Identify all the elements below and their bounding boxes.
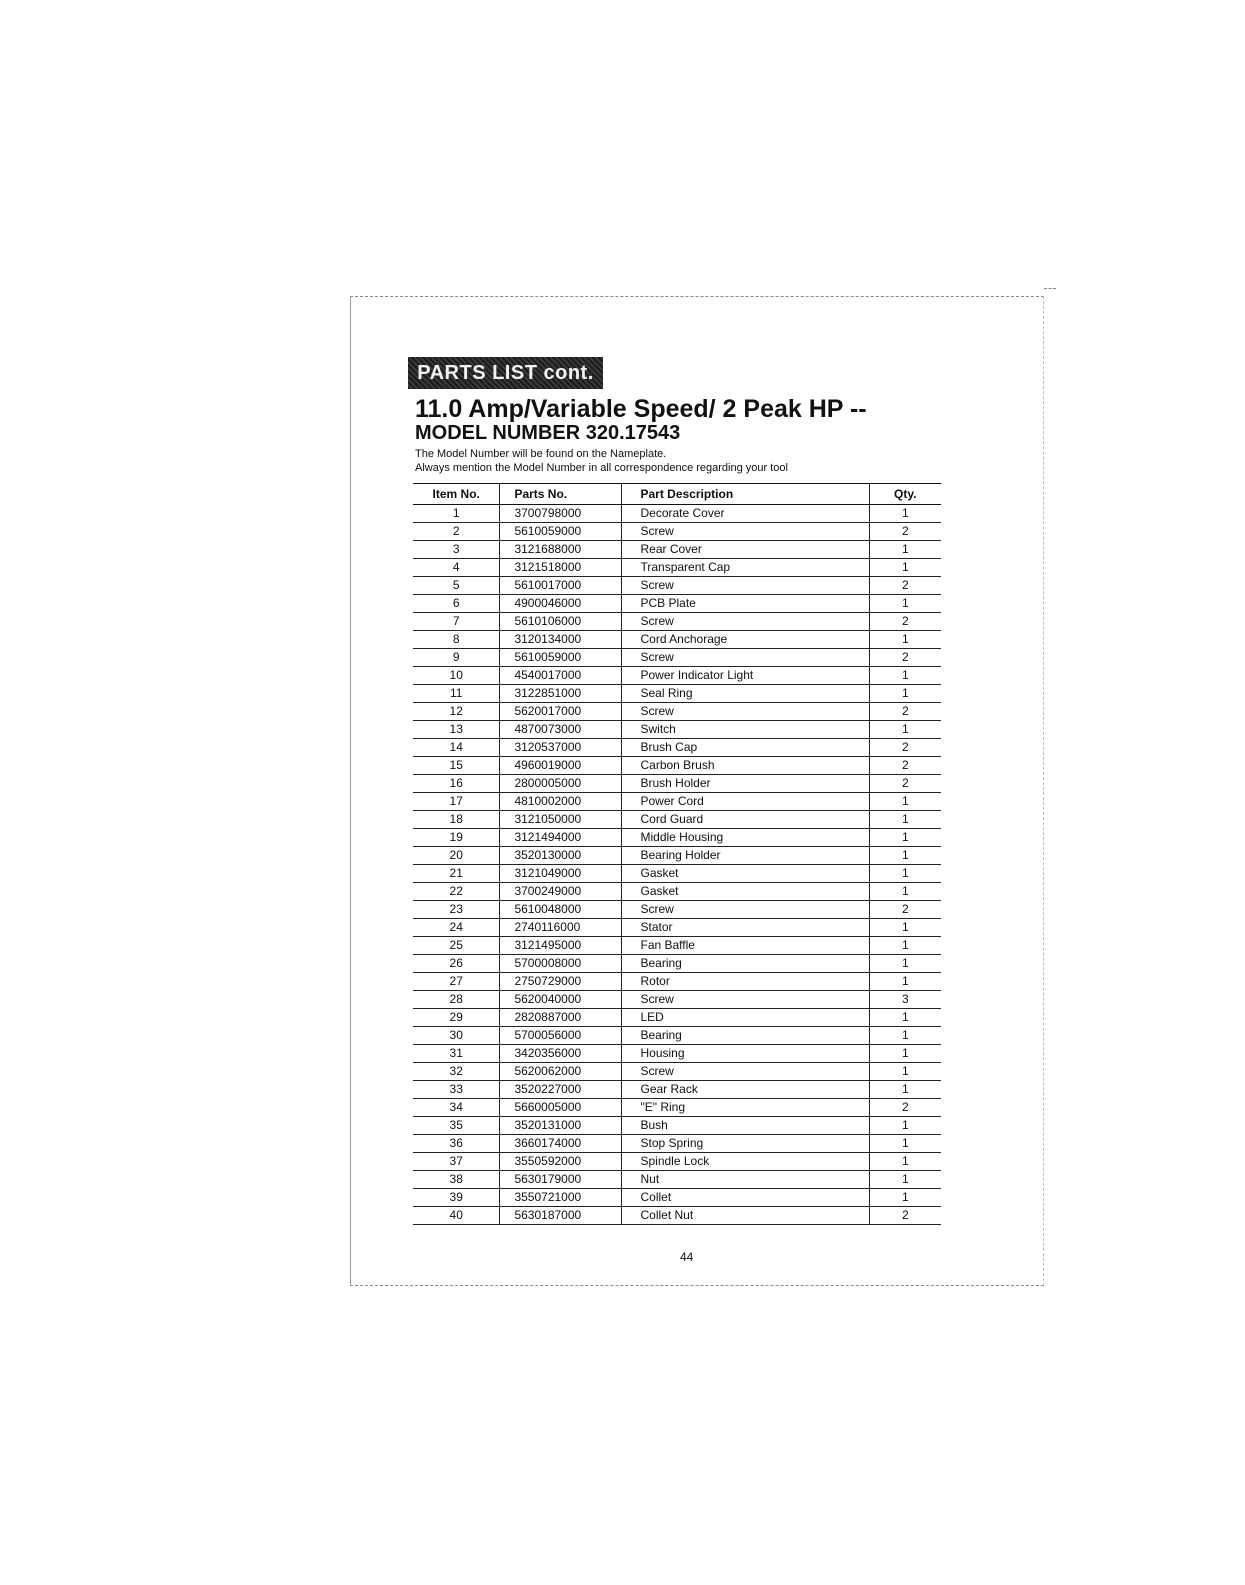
parts-no-cell: 3121518000 [500, 559, 622, 577]
item-no-cell: 7 [413, 613, 500, 631]
table-row [413, 631, 941, 649]
part-description-cell: Bearing Holder [622, 847, 869, 865]
item-no-cell: 30 [413, 1027, 500, 1045]
part-description-cell: Power Indicator Light [622, 667, 869, 685]
item-no-cell: 33 [413, 1081, 500, 1099]
table-header-row [413, 484, 941, 505]
qty-cell: 2 [869, 523, 941, 541]
table-row [413, 1099, 941, 1117]
qty-cell: 1 [869, 811, 941, 829]
parts-no-cell: 5610106000 [500, 613, 622, 631]
parts-no-cell: 5610059000 [500, 649, 622, 667]
parts-no-cell: 2800005000 [500, 775, 622, 793]
part-description-cell: Collet Nut [622, 1207, 869, 1225]
table-row [413, 1171, 941, 1189]
part-description-cell: Stator [622, 919, 869, 937]
parts-no-cell: 4870073000 [500, 721, 622, 739]
item-no-cell: 11 [413, 685, 500, 703]
item-no-cell: 28 [413, 991, 500, 1009]
table-row [413, 1081, 941, 1099]
qty-cell: 1 [869, 865, 941, 883]
item-no-cell: 4 [413, 559, 500, 577]
item-no-cell: 5 [413, 577, 500, 595]
table-row [413, 1135, 941, 1153]
qty-cell: 2 [869, 703, 941, 721]
part-description-cell: Screw [622, 703, 869, 721]
table-row [413, 505, 941, 523]
parts-no-cell: 5700008000 [500, 955, 622, 973]
table-row [413, 649, 941, 667]
header-parts-no: Parts No. [500, 484, 622, 505]
item-no-cell: 25 [413, 937, 500, 955]
item-no-cell: 36 [413, 1135, 500, 1153]
parts-no-cell: 5610048000 [500, 901, 622, 919]
part-description-cell: Stop Spring [622, 1135, 869, 1153]
parts-no-cell: 5610017000 [500, 577, 622, 595]
table-row [413, 1117, 941, 1135]
parts-no-cell: 3660174000 [500, 1135, 622, 1153]
qty-cell: 1 [869, 505, 941, 523]
nameplate-note: The Model Number will be found on the Nameplate. [415, 448, 667, 460]
qty-cell: 1 [869, 631, 941, 649]
table-row [413, 667, 941, 685]
part-description-cell: Rotor [622, 973, 869, 991]
item-no-cell: 24 [413, 919, 500, 937]
item-no-cell: 31 [413, 1045, 500, 1063]
item-no-cell: 8 [413, 631, 500, 649]
parts-no-cell: 2750729000 [500, 973, 622, 991]
item-no-cell: 15 [413, 757, 500, 775]
qty-cell: 1 [869, 1063, 941, 1081]
part-description-cell: Carbon Brush [622, 757, 869, 775]
table-row [413, 541, 941, 559]
parts-no-cell: 3120537000 [500, 739, 622, 757]
part-description-cell: Screw [622, 523, 869, 541]
parts-table-body [413, 505, 941, 1225]
item-no-cell: 10 [413, 667, 500, 685]
item-no-cell: 3 [413, 541, 500, 559]
qty-cell: 1 [869, 1153, 941, 1171]
table-row [413, 847, 941, 865]
item-no-cell: 13 [413, 721, 500, 739]
part-description-cell: Middle Housing [622, 829, 869, 847]
parts-no-cell: 4540017000 [500, 667, 622, 685]
part-description-cell: Cord Anchorage [622, 631, 869, 649]
part-description-cell: Rear Cover [622, 541, 869, 559]
item-no-cell: 16 [413, 775, 500, 793]
part-description-cell: Switch [622, 721, 869, 739]
header-part-description: Part Description [622, 484, 869, 505]
qty-cell: 2 [869, 577, 941, 595]
parts-no-cell: 4960019000 [500, 757, 622, 775]
part-description-cell: Bearing [622, 1027, 869, 1045]
header-item-no: Item No. [413, 484, 500, 505]
table-row [413, 1045, 941, 1063]
part-description-cell: Cord Guard [622, 811, 869, 829]
part-description-cell: Screw [622, 991, 869, 1009]
page-title: 11.0 Amp/Variable Speed/ 2 Peak HP -- [415, 395, 867, 423]
qty-cell: 1 [869, 829, 941, 847]
qty-cell: 2 [869, 1207, 941, 1225]
parts-no-cell: 3122851000 [500, 685, 622, 703]
part-description-cell: Screw [622, 1063, 869, 1081]
item-no-cell: 20 [413, 847, 500, 865]
qty-cell: 1 [869, 1045, 941, 1063]
table-row [413, 955, 941, 973]
qty-cell: 1 [869, 721, 941, 739]
item-no-cell: 38 [413, 1171, 500, 1189]
table-row [413, 577, 941, 595]
table-row [413, 811, 941, 829]
table-row [413, 595, 941, 613]
parts-no-cell: 3520131000 [500, 1117, 622, 1135]
part-description-cell: Gasket [622, 883, 869, 901]
table-row [413, 757, 941, 775]
table-row [413, 685, 941, 703]
qty-cell: 1 [869, 1027, 941, 1045]
table-row [413, 721, 941, 739]
part-description-cell: Spindle Lock [622, 1153, 869, 1171]
table-row [413, 991, 941, 1009]
qty-cell: 2 [869, 775, 941, 793]
item-no-cell: 18 [413, 811, 500, 829]
table-row [413, 559, 941, 577]
table-row [413, 775, 941, 793]
part-description-cell: Gasket [622, 865, 869, 883]
part-description-cell: Gear Rack [622, 1081, 869, 1099]
qty-cell: 2 [869, 613, 941, 631]
table-row [413, 865, 941, 883]
item-no-cell: 6 [413, 595, 500, 613]
parts-no-cell: 3121049000 [500, 865, 622, 883]
qty-cell: 1 [869, 1081, 941, 1099]
part-description-cell: Brush Holder [622, 775, 869, 793]
item-no-cell: 17 [413, 793, 500, 811]
item-no-cell: 27 [413, 973, 500, 991]
table-row [413, 937, 941, 955]
qty-cell: 2 [869, 1099, 941, 1117]
qty-cell: 2 [869, 901, 941, 919]
table-row [413, 1207, 941, 1225]
parts-no-cell: 3520130000 [500, 847, 622, 865]
qty-cell: 1 [869, 667, 941, 685]
table-row [413, 1027, 941, 1045]
part-description-cell: Transparent Cap [622, 559, 869, 577]
parts-no-cell: 2820887000 [500, 1009, 622, 1027]
qty-cell: 1 [869, 1189, 941, 1207]
qty-cell: 1 [869, 559, 941, 577]
table-row [413, 919, 941, 937]
qty-cell: 3 [869, 991, 941, 1009]
parts-no-cell: 3520227000 [500, 1081, 622, 1099]
qty-cell: 1 [869, 685, 941, 703]
part-description-cell: Screw [622, 613, 869, 631]
parts-no-cell: 4810002000 [500, 793, 622, 811]
item-no-cell: 26 [413, 955, 500, 973]
item-no-cell: 9 [413, 649, 500, 667]
table-row [413, 883, 941, 901]
part-description-cell: Screw [622, 901, 869, 919]
parts-no-cell: 3550721000 [500, 1189, 622, 1207]
qty-cell: 1 [869, 919, 941, 937]
item-no-cell: 22 [413, 883, 500, 901]
item-no-cell: 34 [413, 1099, 500, 1117]
item-no-cell: 14 [413, 739, 500, 757]
correspondence-note: Always mention the Model Number in all correspondence regarding your tool [415, 462, 788, 474]
part-description-cell: Power Cord [622, 793, 869, 811]
parts-no-cell: 3420356000 [500, 1045, 622, 1063]
table-row [413, 1153, 941, 1171]
table-row [413, 829, 941, 847]
page-number: 44 [680, 1250, 694, 1264]
qty-cell: 1 [869, 937, 941, 955]
item-no-cell: 1 [413, 505, 500, 523]
part-description-cell: Fan Baffle [622, 937, 869, 955]
parts-no-cell: 5630179000 [500, 1171, 622, 1189]
qty-cell: 1 [869, 973, 941, 991]
qty-cell: 1 [869, 1171, 941, 1189]
crop-mark [1044, 288, 1056, 290]
parts-no-cell: 3700798000 [500, 505, 622, 523]
qty-cell: 1 [869, 1117, 941, 1135]
part-description-cell: Nut [622, 1171, 869, 1189]
table-row [413, 1009, 941, 1027]
part-description-cell: Screw [622, 649, 869, 667]
qty-cell: 1 [869, 1009, 941, 1027]
parts-no-cell: 5620040000 [500, 991, 622, 1009]
table-row [413, 973, 941, 991]
qty-cell: 2 [869, 739, 941, 757]
parts-no-cell: 5700056000 [500, 1027, 622, 1045]
part-description-cell: "E" Ring [622, 1099, 869, 1117]
parts-no-cell: 3700249000 [500, 883, 622, 901]
parts-no-cell: 5660005000 [500, 1099, 622, 1117]
table-row [413, 901, 941, 919]
header-qty: Qty. [869, 484, 941, 505]
part-description-cell: PCB Plate [622, 595, 869, 613]
part-description-cell: LED [622, 1009, 869, 1027]
part-description-cell: Screw [622, 577, 869, 595]
parts-no-cell: 3550592000 [500, 1153, 622, 1171]
part-description-cell: Decorate Cover [622, 505, 869, 523]
item-no-cell: 19 [413, 829, 500, 847]
qty-cell: 1 [869, 1135, 941, 1153]
table-row [413, 1189, 941, 1207]
parts-list-badge: PARTS LIST cont. [408, 357, 603, 389]
qty-cell: 1 [869, 883, 941, 901]
part-description-cell: Collet [622, 1189, 869, 1207]
part-description-cell: Brush Cap [622, 739, 869, 757]
table-row [413, 523, 941, 541]
table-row [413, 1063, 941, 1081]
item-no-cell: 37 [413, 1153, 500, 1171]
table-row [413, 739, 941, 757]
item-no-cell: 40 [413, 1207, 500, 1225]
model-number-heading: MODEL NUMBER 320.17543 [415, 422, 681, 444]
part-description-cell: Bearing [622, 955, 869, 973]
item-no-cell: 39 [413, 1189, 500, 1207]
table-row [413, 793, 941, 811]
parts-no-cell: 5620017000 [500, 703, 622, 721]
table-row [413, 613, 941, 631]
item-no-cell: 2 [413, 523, 500, 541]
part-description-cell: Housing [622, 1045, 869, 1063]
item-no-cell: 35 [413, 1117, 500, 1135]
qty-cell: 2 [869, 757, 941, 775]
parts-no-cell: 3120134000 [500, 631, 622, 649]
item-no-cell: 21 [413, 865, 500, 883]
parts-no-cell: 3121050000 [500, 811, 622, 829]
qty-cell: 1 [869, 541, 941, 559]
qty-cell: 1 [869, 595, 941, 613]
parts-no-cell: 3121688000 [500, 541, 622, 559]
item-no-cell: 29 [413, 1009, 500, 1027]
item-no-cell: 12 [413, 703, 500, 721]
parts-no-cell: 4900046000 [500, 595, 622, 613]
qty-cell: 1 [869, 955, 941, 973]
parts-no-cell: 2740116000 [500, 919, 622, 937]
parts-no-cell: 5620062000 [500, 1063, 622, 1081]
parts-no-cell: 3121495000 [500, 937, 622, 955]
parts-no-cell: 5630187000 [500, 1207, 622, 1225]
qty-cell: 2 [869, 649, 941, 667]
parts-no-cell: 3121494000 [500, 829, 622, 847]
item-no-cell: 32 [413, 1063, 500, 1081]
item-no-cell: 23 [413, 901, 500, 919]
qty-cell: 1 [869, 793, 941, 811]
parts-no-cell: 5610059000 [500, 523, 622, 541]
part-description-cell: Bush [622, 1117, 869, 1135]
part-description-cell: Seal Ring [622, 685, 869, 703]
table-row [413, 703, 941, 721]
parts-table [413, 483, 941, 1225]
qty-cell: 1 [869, 847, 941, 865]
